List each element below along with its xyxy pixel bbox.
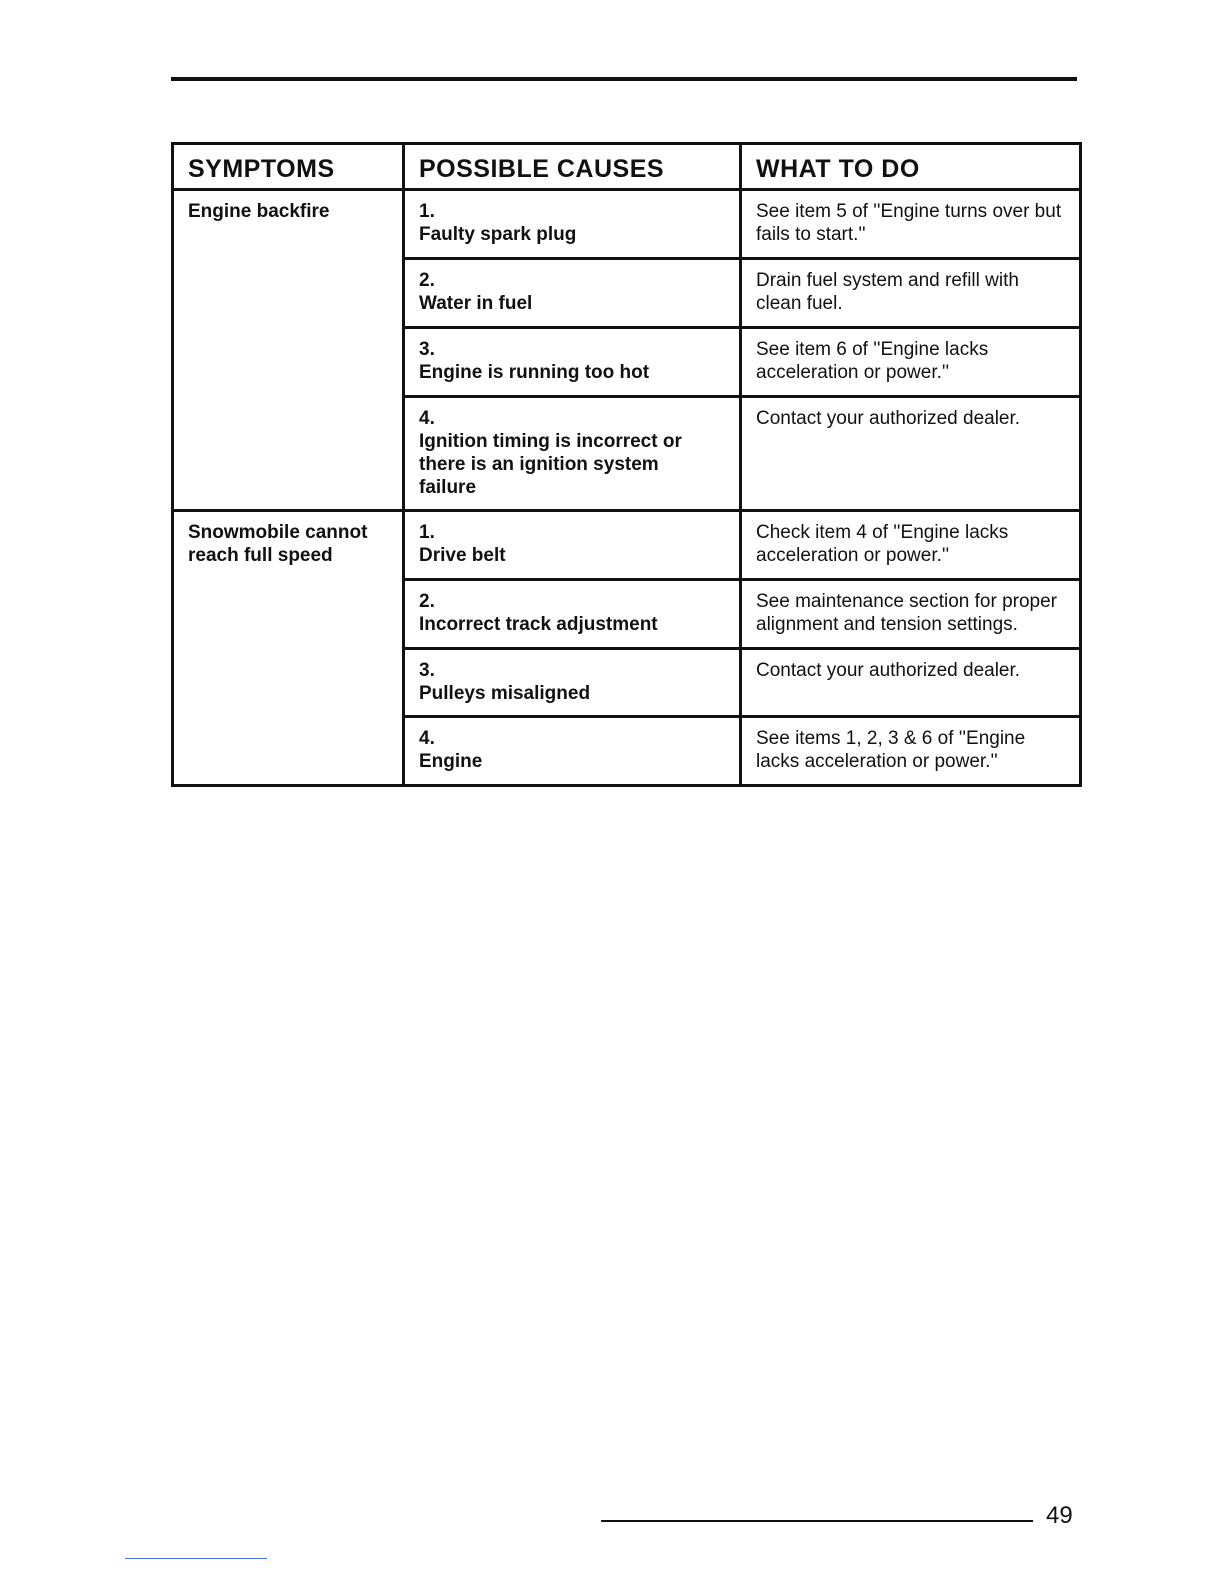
table-row: [173, 511, 1081, 580]
table-header-row: [173, 144, 1081, 190]
cause-text: Ignition timing is incorrect or there is an ignition system failure: [419, 431, 682, 498]
top-rule: [171, 77, 1077, 81]
bottom-edge-line: [125, 1558, 267, 1559]
cause-number: 3.: [419, 339, 435, 360]
page-number: 49: [1046, 1502, 1073, 1529]
action-cell: Drain fuel system and refill with clean fuel.: [741, 259, 1081, 328]
cause-cell: [404, 511, 741, 580]
header-symptoms: SYMPTOMS: [173, 144, 404, 190]
action-cell: See maintenance section for proper alignment and tension settings.: [741, 580, 1081, 649]
cause-text: Pulleys misaligned: [419, 683, 591, 704]
cause-text: Engine is running too hot: [419, 362, 650, 383]
cause-number: 1.: [419, 522, 435, 543]
cause-text: Engine: [419, 751, 483, 772]
cause-text: Water in fuel: [419, 293, 533, 314]
troubleshooting-table: [171, 142, 1082, 787]
cause-number: 2.: [419, 591, 435, 612]
cause-number: 1.: [419, 201, 435, 222]
cause-text: Incorrect track adjustment: [419, 614, 658, 635]
action-cell: See item 5 of ''Engine turns over but fails to start.'': [741, 190, 1081, 259]
cause-cell: [404, 397, 741, 511]
cause-text: Drive belt: [419, 545, 506, 566]
cause-cell: [404, 580, 741, 649]
cause-text: Faulty spark plug: [419, 224, 577, 245]
symptom-engine-backfire: Engine backfire: [173, 190, 404, 511]
cause-cell: [404, 259, 741, 328]
action-cell: Check item 4 of ''Engine lacks acceleration or power.'': [741, 511, 1081, 580]
footer-rule: [601, 1520, 1033, 1522]
cause-cell: [404, 717, 741, 786]
action-cell: Contact your authorized dealer.: [741, 649, 1081, 717]
cause-number: 2.: [419, 270, 435, 291]
header-possible-causes: POSSIBLE CAUSES: [404, 144, 741, 190]
cause-number: 3.: [419, 660, 435, 681]
cause-cell: [404, 328, 741, 397]
action-cell: See items 1, 2, 3 & 6 of ''Engine lacks acceleration or power.'': [741, 717, 1081, 786]
symptom-cannot-reach-full-speed: Snowmobile cannot reach full speed: [173, 511, 404, 786]
cause-cell: [404, 190, 741, 259]
cause-cell: [404, 649, 741, 717]
action-cell: See item 6 of ''Engine lacks acceleration or power.'': [741, 328, 1081, 397]
cause-number: 4.: [419, 728, 435, 749]
cause-number: 4.: [419, 408, 435, 429]
action-cell: Contact your authorized dealer.: [741, 397, 1081, 511]
table-row: [173, 190, 1081, 259]
header-what-to-do: WHAT TO DO: [741, 144, 1081, 190]
